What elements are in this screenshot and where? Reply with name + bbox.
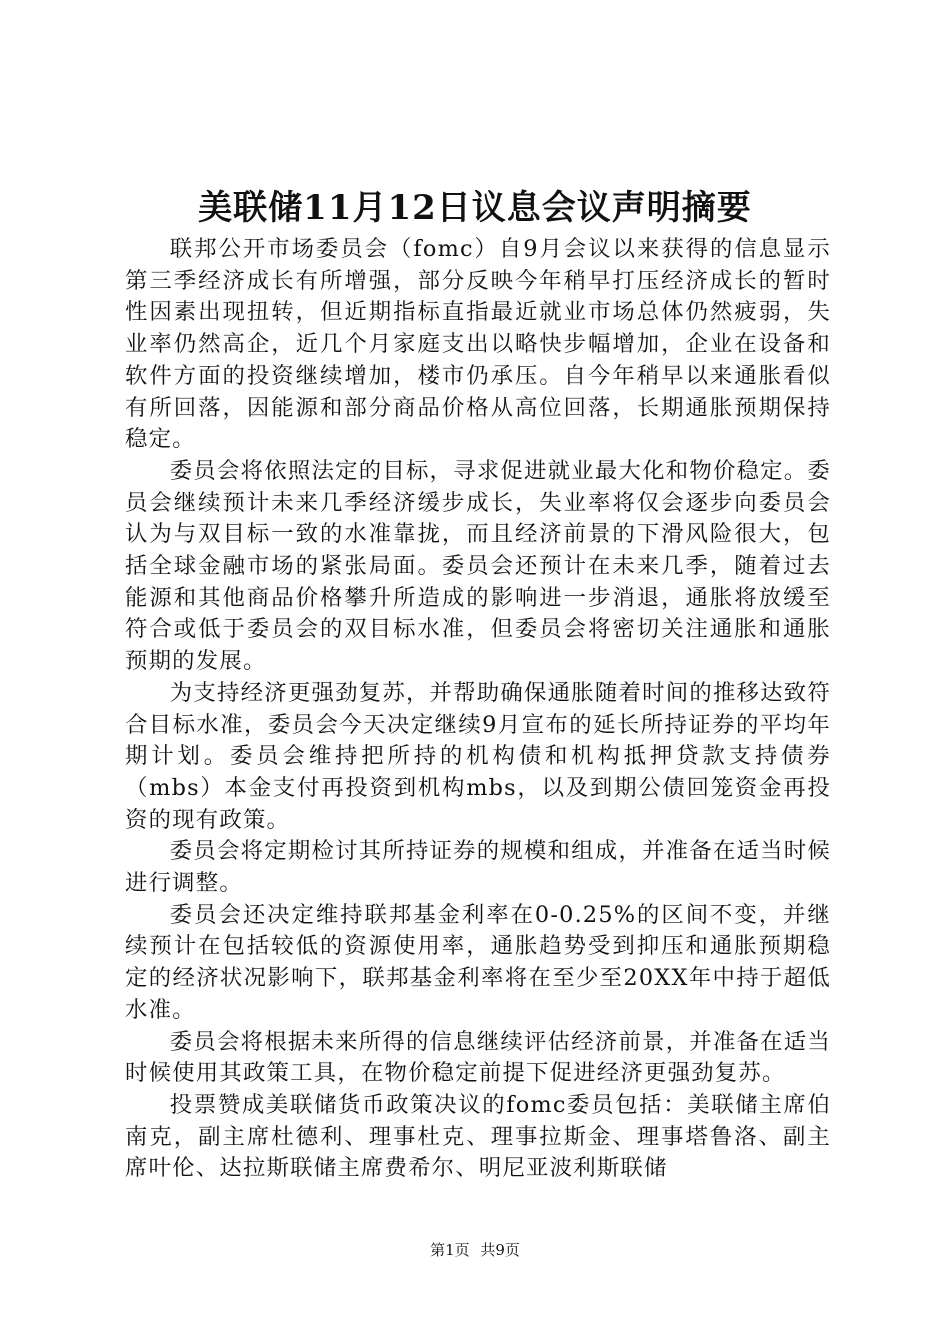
document-title: 美联储11月12日议息会议声明摘要: [198, 188, 752, 228]
paragraph-1: 联邦公开市场委员会（fomc）自9月会议以来获得的信息显示第三季经济成长有所增强，部分反映今年稍早打压经济成长的暂时性因素出现扭转，但近期指标直指最近就业市场总体仍然疲弱，失业率仍然高企，近几个月家庭支出以略快步幅增加，企业在设备和软件方面的投资继续增加，楼市仍承压。自今年稍早以来通胀看似有所回落，因能源和部分商品价格从高位回落，长期通胀预期保持稳定。: [125, 236, 831, 453]
paragraph-2: 委员会将依照法定的目标，寻求促进就业最大化和物价稳定。委员会继续预计未来几季经济缓步成长，失业率将仅会逐步向委员会认为与双目标一致的水准靠拢，而且经济前景的下滑风险很大，包括全球金融市场的紧张局面。委员会还预计在未来几季，随着过去能源和其他商品价格攀升所造成的影响进一步消退，通胀将放缓至符合或低于委员会的双目标水准，但委员会将密切关注通胀和通胀预期的发展。: [125, 457, 831, 675]
page-footer: [0, 1240, 950, 1260]
paragraph-7: 投票赞成美联储货币政策决议的fomc委员包括：美联储主席伯南克，副主席杜德利、理事杜克、理事拉斯金、理事塔鲁洛、副主席叶伦、达拉斯联储主席费希尔、明尼亚波利斯联储: [125, 1091, 831, 1182]
paragraph-6: 委员会将根据未来所得的信息继续评估经济前景，并准备在适当时候使用其政策工具，在物价稳定前提下促进经济更强劲复苏。: [125, 1028, 831, 1087]
paragraph-3: 为支持经济更强劲复苏，并帮助确保通胀随着时间的推移达致符合目标水准，委员会今天决定继续9月宣布的延长所持证券的平均年期计划。委员会维持把所持的机构债和机构抵押贷款支持债券（mbs）本金支付再投资到机构mbs，以及到期公债回笼资金再投资的现有政策。: [125, 679, 831, 833]
paragraph-5: 委员会还决定维持联邦基金利率在0-0.25%的区间不变，并继续预计在包括较低的资源使用率，通胀趋势受到抑压和通胀预期稳定的经济状况影响下，联邦基金利率将在至少至20XX年中持于超低水准。: [125, 901, 831, 1023]
paragraph-4: 委员会将定期检讨其所持证券的规模和组成，并准备在适当时候进行调整。: [125, 838, 831, 897]
page-total: 共9页: [480, 1241, 520, 1259]
document-body: [125, 234, 831, 1185]
page-number: 第1页: [430, 1241, 470, 1259]
